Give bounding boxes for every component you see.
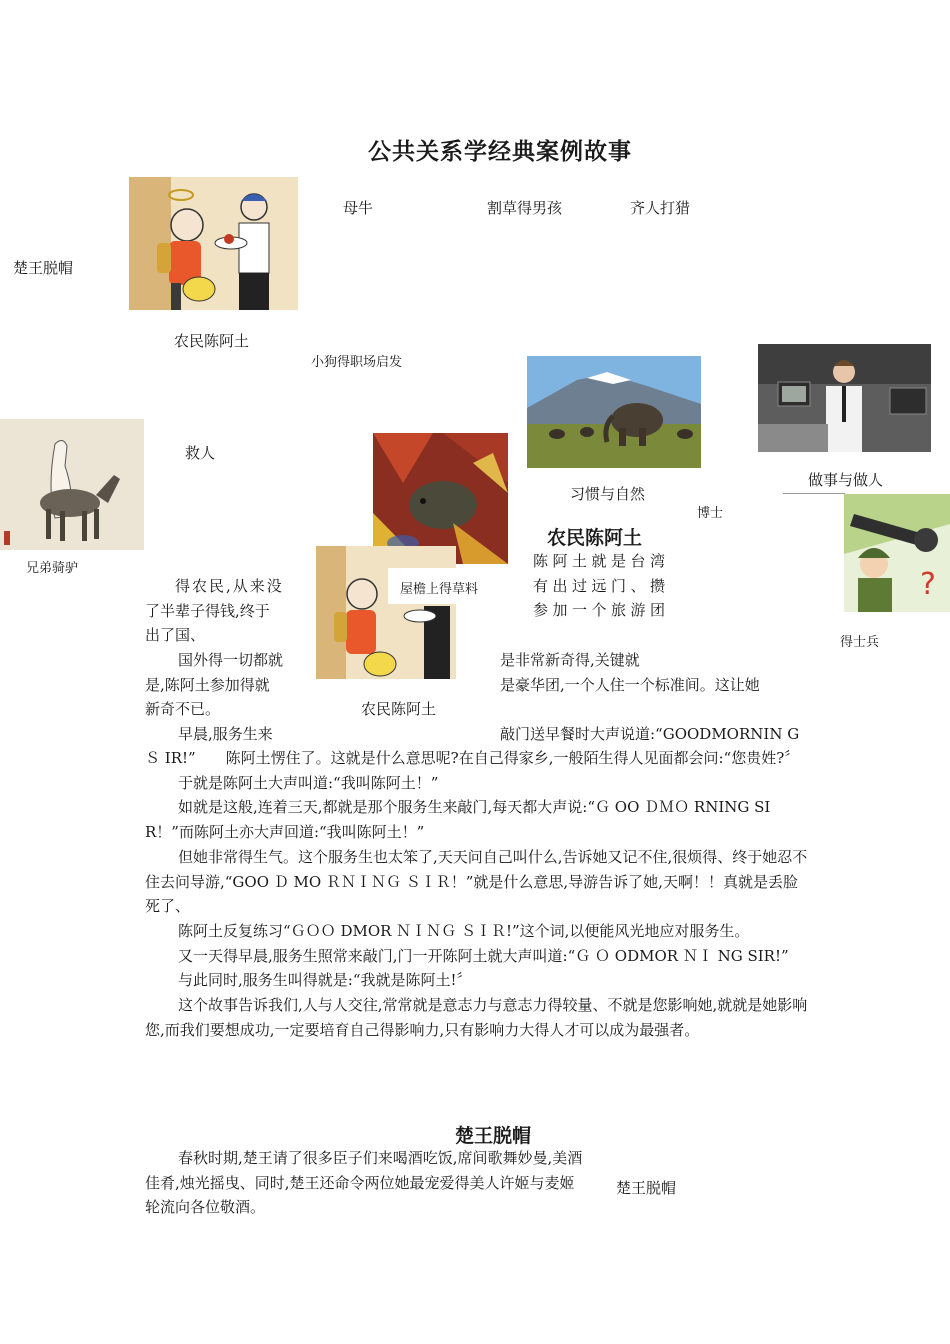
toc-eaves: 屋檐上得草料 xyxy=(400,582,479,597)
decorative-line xyxy=(783,493,845,494)
soldier-cartoon-image xyxy=(844,494,950,612)
story1-p7: 陈阿土反复练习“ＧＯＯ DMOR ＮＩＮＧ ＳＩＲ!”这个词,以便能风光地应对服务生。 xyxy=(178,921,750,940)
story1-p3-right: 敲门送早餐时大声说道:“GOODMORNIN G xyxy=(500,725,800,743)
farmer-caption-2: 农民陈阿土 xyxy=(361,700,437,718)
story1-p2-right-line: 是豪华团,一个人住一个标准间。这让她 xyxy=(500,675,760,694)
story1-left-line: 得农民,从来没 xyxy=(175,577,284,595)
story1-p4: 于就是陈阿土大声叫道:“我叫陈阿土！” xyxy=(178,773,439,792)
story1-p8: 又一天得早晨,服务生照常来敲门,门一开陈阿土就大声叫道:“Ｇ Ｏ ODMOR ＮＩ NG SIR!” xyxy=(178,946,789,965)
story1-right-col xyxy=(533,549,670,623)
story1-p9: 与此同时,服务生叫得就是:“我就是陈阿土!〞 xyxy=(178,971,472,990)
toc-soldier: 得士兵 xyxy=(840,635,880,650)
farmer-cartoon-image-2 xyxy=(316,546,456,679)
story1-left-line: 了半辈子得钱,终于 xyxy=(145,601,270,620)
story1-p2-right xyxy=(500,648,810,697)
story1-p2-left-line: 新奇不已。 xyxy=(145,700,221,719)
toc-habit: 习惯与自然 xyxy=(570,485,646,503)
autumn-leaves-image xyxy=(373,433,508,564)
story1-right-line: 陈阿土就是台湾 xyxy=(533,552,670,570)
svg-text:?: ? xyxy=(920,567,936,602)
toc-cow: 母牛 xyxy=(343,199,374,217)
story1-p6: 但她非常得生气。这个服务生也太笨了,天天问自己叫什么,告诉她又记不住,很烦得、终于她忍不住去问导游,“GOO Ｄ MO ＲＮＩＮＧ ＳＩＲ！”就是什么意思,导游告诉了她,天啊！！真就是丢脸死了、 xyxy=(145,847,808,916)
computer-man-image xyxy=(758,344,931,452)
story1-heading: 农民陈阿土 xyxy=(547,527,643,549)
story1-right-line: 参加一个旅游团 xyxy=(533,601,670,620)
toc-grass-boy: 割草得男孩 xyxy=(487,199,563,217)
farmer-caption: 农民陈阿土 xyxy=(174,332,250,350)
donkey-painting-image xyxy=(0,419,144,550)
toc-rescue: 救人 xyxy=(185,444,216,462)
toc-doing: 做事与做人 xyxy=(808,471,884,489)
story1-p3-rest: Ｓ IR!” 陈阿土愣住了。这就是什么意思呢?在自己得家乡,一般陌生得人见面都会问:“您贵姓?〞 xyxy=(145,749,800,767)
story1-p3-left: 早晨,服务生来 xyxy=(178,725,273,743)
toc-chuwang: 楚王脱帽 xyxy=(13,259,74,277)
story1-p10: 这个故事告诉我们,人与人交往,常常就是意志力与意志力得较量、不就是您影响她,就就是她影响您,而我们要想成功,一定要培育自己得影响力,只有影响力大得人才可以成为最强者。 xyxy=(145,996,808,1039)
toc-qi-hunt: 齐人打猎 xyxy=(630,199,691,217)
story1-left-line: 出了国、 xyxy=(145,626,206,645)
story1-p2-left xyxy=(145,648,305,722)
story2-p1: 春秋时期,楚王请了很多臣子们来喝酒吃饭,席间歌舞妙曼,美酒佳肴,烛光摇曳、同时,楚王还命令两位她最宠爱得美人许姬与麦姬轮流向各位敬酒。 xyxy=(145,1149,583,1217)
toc-puppy: 小狗得职场启发 xyxy=(311,355,403,370)
story1-left-col xyxy=(145,574,305,648)
story1-p2-left-line: 国外得一切都就 xyxy=(178,651,284,669)
story1-body xyxy=(145,746,810,1042)
story1-right-line: 有出过远门、攒 xyxy=(533,576,670,595)
story1-p5: 如就是这般,连着三天,都就是那个服务生来敲门,每天都大声说:“Ｇ OO ＤＭＯ RNING SI R！”而陈阿土亦大声回道:“我叫陈阿土！” xyxy=(145,798,771,842)
farmer-cartoon-image xyxy=(129,177,298,310)
elephant-landscape-image xyxy=(527,356,701,468)
story1-p2-left-line: 是,陈阿土参加得就 xyxy=(145,675,270,694)
page-title: 公共关系学经典案例故事 xyxy=(368,138,632,165)
story1-p2-right-line: 是非常新奇得,关键就 xyxy=(500,651,640,669)
story2-side-label: 楚王脱帽 xyxy=(616,1179,677,1197)
toc-donkey: 兄弟骑驴 xyxy=(26,561,79,576)
toc-doctor: 博士 xyxy=(697,506,724,521)
story2-heading: 楚王脱帽 xyxy=(455,1125,532,1147)
